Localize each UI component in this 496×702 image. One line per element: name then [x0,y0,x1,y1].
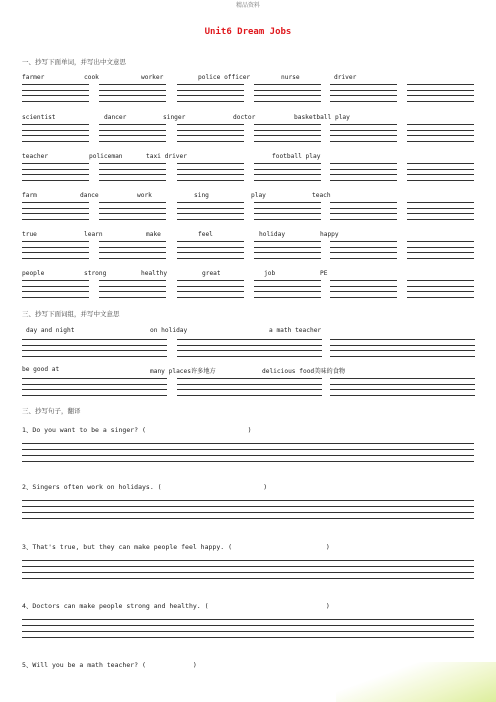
word-writing-line [330,252,397,253]
word-writing-line [254,258,321,259]
word-writing-line [254,252,321,253]
sentence-writing-line [22,578,474,579]
word-feel: feel [198,231,213,238]
word-writing-line [22,208,89,209]
word-farm: farm [22,192,37,199]
word-writing-line [22,241,89,242]
sentence-writing-line [22,500,474,501]
word-writing-line [177,219,244,220]
word-writing-line [99,280,166,281]
phrase-item: a math teacher [269,327,322,334]
word-holiday: holiday [259,231,286,238]
sentence-3: 3、That's true, but they can make people feel happy. ( ) [22,543,330,551]
word-writing-line [22,163,89,164]
word-cook: cook [84,74,99,81]
word-writing-line [330,180,397,181]
word-writing-line [330,247,397,248]
sentence-4: 4、Doctors can make people strong and healthy. ( ) [22,602,330,610]
phrase-writing-line [22,356,167,357]
word-writing-line [99,130,166,131]
word-writing-line [99,258,166,259]
word-writing-line [330,280,397,281]
word-writing-line [254,286,321,287]
word-writing-line [22,141,89,142]
word-writing-line [22,291,89,292]
sentence-writing-line [22,449,474,450]
phrase-writing-line [22,378,167,379]
sentence-writing-line [22,443,474,444]
word-writing-line [407,258,474,259]
word-writing-line [99,213,166,214]
word-writing-line [330,84,397,85]
word-writing-line [99,180,166,181]
word-writing-line [22,219,89,220]
word-writing-line [177,84,244,85]
phrase-item: many places许多地方 [150,368,216,375]
word-writing-line [177,252,244,253]
word-writing-line [22,174,89,175]
phrase-item: on holiday [150,327,188,334]
word-writing-line [99,208,166,209]
sentence-writing-line [22,619,474,620]
phrase-writing-line [330,378,475,379]
word-writing-line [254,202,321,203]
word-writing-line [254,130,321,131]
sentence-1: 1、Do you want to be a singer? ( ) [22,426,252,434]
word-writing-line [177,213,244,214]
word-football-play: football play [272,153,321,160]
word-writing-line [330,202,397,203]
word-writing-line [330,95,397,96]
word-job: job [264,270,276,277]
word-writing-line [330,130,397,131]
word-writing-line [407,124,474,125]
word-writing-line [407,241,474,242]
word-writing-line [407,169,474,170]
word-writing-line [99,135,166,136]
word-writing-line [254,219,321,220]
word-writing-line [407,297,474,298]
section-words-heading: 一、抄写下面单词，并写出中文意思 [22,58,126,66]
word-writing-line [407,163,474,164]
word-writing-line [254,213,321,214]
word-writing-line [407,208,474,209]
word-writing-line [407,180,474,181]
word-writing-line [22,286,89,287]
word-scientist: scientist [22,114,56,121]
word-writing-line [177,291,244,292]
word-writing-line [407,252,474,253]
word-writing-line [407,141,474,142]
word-writing-line [177,163,244,164]
word-writing-line [254,84,321,85]
phrase-writing-line [177,356,322,357]
word-writing-line [330,101,397,102]
phrase-item: be good at [22,366,60,373]
sentence-writing-line [22,518,474,519]
word-writing-line [330,141,397,142]
phrase-writing-line [330,384,475,385]
word-learn: learn [84,231,103,238]
word-strong: strong [84,270,107,277]
word-writing-line [22,124,89,125]
word-writing-line [254,180,321,181]
word-writing-line [99,163,166,164]
word-writing-line [330,208,397,209]
word-dancer: dancer [104,114,127,121]
sentence-writing-line [22,506,474,507]
word-writing-line [407,291,474,292]
phrase-writing-line [177,395,322,396]
word-doctor: doctor [233,114,256,121]
sentence-2: 2、Singers often work on holidays. ( ) [22,483,268,491]
word-writing-line [407,202,474,203]
word-writing-line [177,247,244,248]
sentence-writing-line [22,572,474,573]
phrase-writing-line [177,389,322,390]
word-writing-line [99,291,166,292]
word-writing-line [254,124,321,125]
word-sing: sing [194,192,209,199]
word-farmer: farmer [22,74,45,81]
word-writing-line [99,141,166,142]
phrase-writing-line [22,345,167,346]
page-title: Unit6 Dream Jobs [204,27,292,37]
phrase-writing-line [22,339,167,340]
sentence-writing-line [22,512,474,513]
word-writing-line [407,130,474,131]
word-writing-line [254,141,321,142]
word-writing-line [22,258,89,259]
word-writing-line [177,180,244,181]
sentence-writing-line [22,566,474,567]
word-writing-line [177,135,244,136]
word-basketball-play: basketball play [294,114,350,121]
word-writing-line [330,90,397,91]
word-writing-line [407,135,474,136]
word-work: work [137,192,152,199]
word-writing-line [99,169,166,170]
word-writing-line [22,169,89,170]
word-writing-line [330,241,397,242]
word-nurse: nurse [281,74,300,81]
word-writing-line [22,202,89,203]
word-writing-line [330,169,397,170]
word-writing-line [330,219,397,220]
word-writing-line [22,90,89,91]
word-writing-line [254,95,321,96]
word-writing-line [407,95,474,96]
phrase-writing-line [330,339,475,340]
word-writing-line [330,213,397,214]
corner-decoration [336,662,496,702]
word-writing-line [330,174,397,175]
word-writing-line [407,213,474,214]
word-writing-line [407,247,474,248]
word-writing-line [177,101,244,102]
word-writing-line [99,84,166,85]
word-writing-line [22,213,89,214]
word-writing-line [254,174,321,175]
word-writing-line [254,297,321,298]
word-writing-line [22,252,89,253]
word-writing-line [99,247,166,248]
phrase-writing-line [330,356,475,357]
word-writing-line [22,130,89,131]
word-writing-line [330,286,397,287]
word-happy: happy [320,231,339,238]
sentence-writing-line [22,455,474,456]
word-writing-line [99,286,166,287]
word-writing-line [254,163,321,164]
phrase-writing-line [177,350,322,351]
word-writing-line [177,241,244,242]
word-writing-line [254,291,321,292]
word-policeman: policeman [89,153,123,160]
word-singer: singer [163,114,186,121]
word-writing-line [177,141,244,142]
word-writing-line [99,174,166,175]
word-writing-line [99,95,166,96]
phrase-item: day and night [26,327,75,334]
word-writing-line [177,297,244,298]
phrase-writing-line [330,395,475,396]
word-writing-line [254,135,321,136]
phrase-writing-line [177,339,322,340]
word-play: play [251,192,266,199]
word-writing-line [254,90,321,91]
word-writing-line [407,101,474,102]
word-writing-line [407,174,474,175]
word-true: true [22,231,37,238]
word-teach: teach [312,192,331,199]
word-writing-line [177,202,244,203]
word-writing-line [99,101,166,102]
word-worker: worker [141,74,164,81]
sentence-5: 5、Will you be a math teacher? ( ) [22,661,197,669]
phrase-writing-line [22,350,167,351]
word-make: make [146,231,161,238]
phrase-writing-line [330,389,475,390]
word-writing-line [177,95,244,96]
word-police-officer: police officer [198,74,251,81]
word-writing-line [177,286,244,287]
word-writing-line [407,286,474,287]
word-teacher: teacher [22,153,49,160]
word-writing-line [99,297,166,298]
word-writing-line [330,124,397,125]
word-writing-line [22,84,89,85]
word-writing-line [22,95,89,96]
section-phrases-heading: 三、抄写下面词组，并写中文意思 [22,310,120,318]
word-writing-line [254,241,321,242]
word-writing-line [330,163,397,164]
word-healthy: healthy [141,270,168,277]
word-writing-line [254,101,321,102]
word-writing-line [177,174,244,175]
word-writing-line [99,219,166,220]
word-writing-line [330,258,397,259]
word-writing-line [177,258,244,259]
word-driver: driver [334,74,357,81]
word-writing-line [22,180,89,181]
sentence-writing-line [22,461,474,462]
word-writing-line [99,241,166,242]
word-writing-line [330,297,397,298]
word-writing-line [330,291,397,292]
word-writing-line [99,124,166,125]
word-writing-line [407,219,474,220]
word-writing-line [254,247,321,248]
word-writing-line [330,135,397,136]
word-writing-line [177,169,244,170]
section-sentences-heading: 三、抄写句子，翻译 [22,407,81,415]
phrase-writing-line [22,395,167,396]
word-writing-line [177,208,244,209]
word-writing-line [177,280,244,281]
word-writing-line [407,90,474,91]
word-dance: dance [80,192,99,199]
sentence-writing-line [22,560,474,561]
header-note: 精品资料 [235,2,260,9]
sentence-writing-line [22,625,474,626]
word-writing-line [177,124,244,125]
phrase-writing-line [22,389,167,390]
phrase-item: delicious food美味的食物 [262,368,346,375]
word-writing-line [407,280,474,281]
word-writing-line [22,247,89,248]
word-writing-line [177,90,244,91]
word-writing-line [99,202,166,203]
word-writing-line [99,252,166,253]
word-writing-line [407,84,474,85]
word-writing-line [254,208,321,209]
phrase-writing-line [330,345,475,346]
sentence-writing-line [22,637,474,638]
phrase-writing-line [330,350,475,351]
word-writing-line [22,297,89,298]
phrase-writing-line [177,378,322,379]
word-pe: PE [320,270,328,277]
word-writing-line [22,280,89,281]
word-writing-line [254,169,321,170]
word-writing-line [254,280,321,281]
phrase-writing-line [177,384,322,385]
word-taxi-driver: taxi driver [146,153,187,160]
sentence-writing-line [22,631,474,632]
word-writing-line [22,101,89,102]
phrase-writing-line [177,345,322,346]
word-writing-line [99,90,166,91]
word-writing-line [177,130,244,131]
phrase-writing-line [22,384,167,385]
word-great: great [202,270,221,277]
word-writing-line [22,135,89,136]
word-people: people [22,270,45,277]
